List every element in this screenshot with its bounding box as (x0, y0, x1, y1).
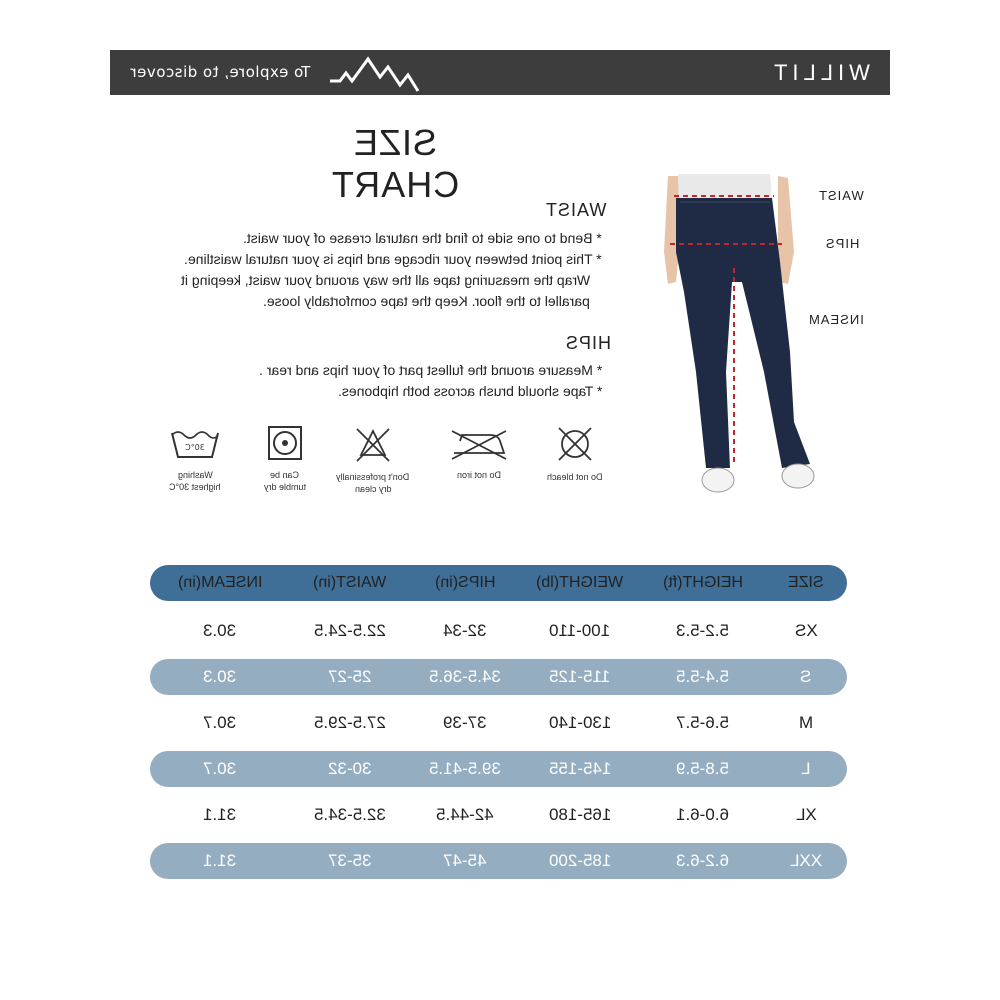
col-hips: HIPS(in) (434, 574, 496, 591)
hips-heading: HIPS (565, 333, 612, 353)
waist-instructions: * Bend to one side to find the natural crease of your waist. * This point between your ribcage and hips is your natural waistline. Wrap the measuring tape all the way around your waist, keeping it parallel to the floor. Keep the tape comfortably loose. (180, 230, 602, 309)
table-row: 30.7 27.5-29.5 37-39 130-140 5.6-5.7 M (203, 713, 814, 732)
figure-label-waist: WAIST (818, 188, 864, 203)
table-row: 30.7 30-32 39.5-41.5 145-155 5.8-5.9 L (150, 751, 847, 787)
table-row: 31.1 35-37 45-47 185-200 6.2-6.3 XXL (150, 843, 847, 879)
no-iron-icon (448, 425, 510, 461)
no-bleach-icon (555, 425, 595, 463)
care-no-bleach: Do not bleach (530, 425, 620, 483)
care-no-iron: Do not iron (434, 425, 524, 481)
care-tumble-dry: Can be tumble dry (240, 425, 330, 493)
table-row: 30.3 22.5-24.5 32-34 100-110 5.2-5.3 XS (203, 621, 818, 640)
col-waist: WAIST(in) (313, 574, 387, 591)
hips-instructions: * Measure around the fullest part of your hips and rear . * Tape should brush across both hipbones. (258, 362, 602, 399)
waist-heading: WAIST (545, 200, 607, 220)
table-row: 30.3 25-27 34.5-36.5 115-125 5.4-5.5 S (150, 659, 847, 695)
svg-text:30°C: 30°C (185, 443, 205, 452)
care-no-dry-clean: Don't professinally dry clean (328, 425, 418, 495)
col-height: HEIGHT(ft) (662, 574, 743, 591)
page-title: SIZE CHART (330, 122, 460, 205)
no-dry-clean-icon (353, 425, 393, 463)
mountain-logo-icon (328, 55, 420, 93)
col-weight: WEIGHT(lb) (536, 574, 624, 591)
table-row: 31.1 32.5-34.5 42-44.5 165-180 6.0-6.1 XL (203, 805, 817, 824)
col-size: SIZE (788, 574, 824, 591)
model-pants-illustration (660, 172, 840, 502)
figure-label-hips: HIPS (825, 236, 860, 251)
table-header (150, 565, 847, 601)
tumble-dry-icon (267, 425, 303, 461)
washing-30-icon (168, 425, 222, 461)
brand-tagline: To explore, to discover (130, 63, 311, 81)
col-inseam: INSEAM(in) (177, 574, 263, 591)
header-bar (110, 50, 890, 95)
care-washing: 30°C Washing highest 30°C (150, 425, 240, 493)
brand-name: WILLIT (769, 60, 870, 85)
figure-label-inseam: INSEAM (808, 312, 864, 327)
